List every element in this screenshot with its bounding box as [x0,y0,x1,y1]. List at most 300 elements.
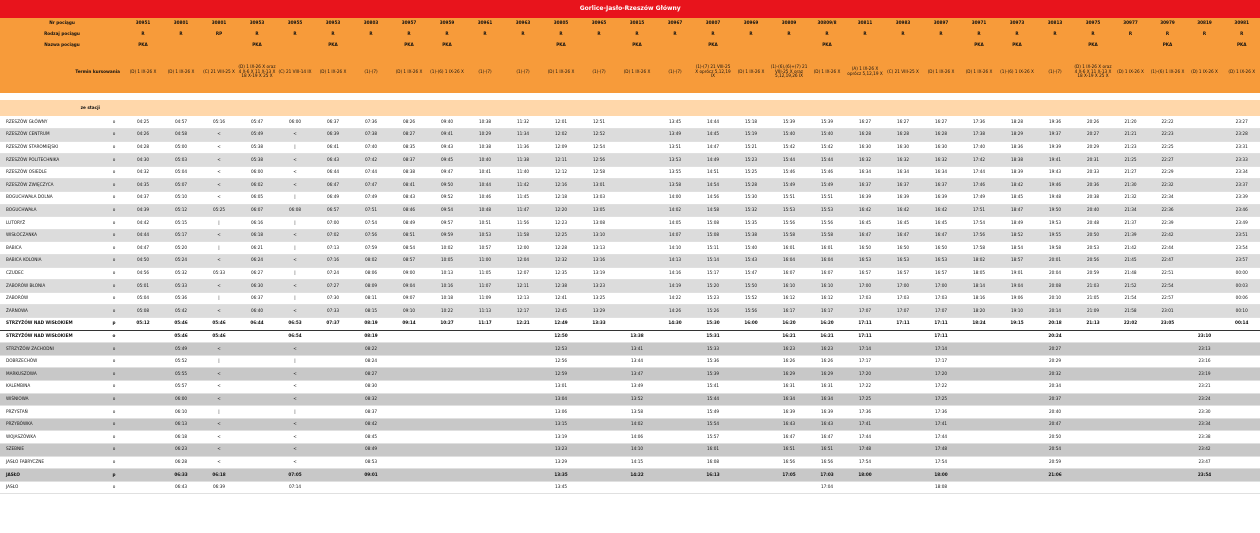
time-cell [1149,406,1186,419]
time-cell: 06:18 [238,229,276,242]
time-cell: 15:56 [808,217,846,230]
time-cell [390,368,428,381]
time-cell: 13:55 [656,166,694,179]
train-nr: 30801 [162,18,200,29]
time-cell: 20:14 [1036,305,1074,318]
time-cell: 06:44 [238,318,276,331]
train-nr: 30975 [1074,18,1112,29]
time-cell [238,443,276,456]
train-nazwa [846,40,884,51]
time-cell: 08:11 [352,292,390,305]
train-nr: 30809 [770,18,808,29]
time-cell: 13:01 [580,179,618,192]
time-cell: 23:30 [1186,406,1223,419]
time-cell: 20:24 [1036,330,1074,343]
time-cell [770,481,808,494]
time-cell: 04:56 [124,267,162,280]
time-cell: 16:47 [884,229,922,242]
time-cell: | [200,242,238,255]
time-cell: 20:50 [1036,431,1074,444]
time-cell: 15:35 [732,217,770,230]
time-cell: 08:30 [352,380,390,393]
time-cell: 18:39 [998,166,1036,179]
time-cell: 06:43 [162,481,200,494]
time-cell: 05:38 [238,154,276,167]
ze-stacji-cell [846,100,884,116]
time-cell: 17:38 [960,129,998,142]
time-cell: < [200,141,238,154]
time-cell: 16:43 [808,418,846,431]
time-cell [884,431,922,444]
time-cell: 22:29 [1149,166,1186,179]
time-cell: 15:57 [694,431,732,444]
time-cell: 19:15 [998,318,1036,331]
time-cell: 07:42 [352,154,390,167]
time-cell: 17:36 [960,116,998,129]
time-cell: 11:34 [504,129,542,142]
time-cell: 05:42 [162,305,200,318]
time-cell [124,406,162,419]
time-cell: 15:23 [732,154,770,167]
time-cell [960,343,998,356]
time-cell: 17:03 [922,292,960,305]
time-cell: 21:25 [1112,154,1149,167]
time-cell: 18:00 [846,469,884,482]
time-cell: 22:47 [1149,255,1186,268]
time-cell: 23:34 [1223,166,1260,179]
header-row-nr [0,18,1260,29]
time-cell [1223,481,1260,494]
time-cell: 15:38 [732,229,770,242]
time-cell: 22:51 [1149,267,1186,280]
time-cell: 12:50 [542,330,580,343]
time-cell: 13:06 [542,406,580,419]
time-cell [314,431,352,444]
time-cell: 08:43 [390,192,428,205]
time-cell [1223,380,1260,393]
time-cell: 15:52 [732,292,770,305]
time-cell: 21:54 [1112,292,1149,305]
time-cell [656,355,694,368]
time-cell: 12:17 [504,305,542,318]
time-cell: 17:07 [884,305,922,318]
time-cell: 22:23 [1149,129,1186,142]
time-cell [732,343,770,356]
time-cell [124,380,162,393]
time-cell: 15:25 [732,166,770,179]
train-rodzaj: R [162,29,200,40]
time-cell [618,280,656,293]
time-cell: 16:10 [770,280,808,293]
time-cell [1149,355,1186,368]
time-cell [428,406,466,419]
time-cell: 17:03 [808,469,846,482]
time-cell: 17:03 [884,292,922,305]
time-cell: 17:46 [960,179,998,192]
train-rodzaj: RP [200,29,238,40]
time-cell: 17:11 [922,318,960,331]
time-cell: 08:54 [390,242,428,255]
time-cell: 07:38 [352,129,390,142]
arrival-departure-type: o [104,393,124,406]
time-cell: 09:10 [390,305,428,318]
train-termin: (D) 1 IX-26 X oraz 4 X-6 X 11 X-13 X 18 X-19 X 25 X [1074,51,1112,93]
time-cell: 06:07 [238,204,276,217]
time-cell: 23:13 [1186,343,1223,356]
time-cell [428,343,466,356]
time-cell: 11:32 [504,116,542,129]
train-nr: 30801 [200,18,238,29]
time-cell: 17:54 [960,217,998,230]
time-cell: 15:23 [694,292,732,305]
time-cell: 16:01 [694,443,732,456]
time-cell [1112,443,1149,456]
time-cell: 10:51 [466,217,504,230]
time-cell: | [200,355,238,368]
train-nazwa: PKA [618,40,656,51]
time-cell [238,418,276,431]
time-cell: < [276,179,314,192]
time-cell: 10:53 [466,229,504,242]
station-row [0,456,1260,469]
time-cell: 13:23 [542,443,580,456]
time-cell: 16:07 [770,267,808,280]
station-name: WISŁOCZANKA [0,229,104,242]
time-cell: 23:42 [1186,443,1223,456]
time-cell: 17:07 [846,305,884,318]
time-cell: 05:20 [162,242,200,255]
time-cell: 07:30 [314,292,352,305]
train-termin: (1)-(7) 21 VIII-25 X oprócz 5,12,19 IX [694,51,732,93]
time-cell [580,343,618,356]
station-row [0,393,1260,406]
time-cell: 19:58 [1036,242,1074,255]
ze-stacji-cell [1112,100,1149,116]
time-cell [1112,469,1149,482]
station-name: WOJASZÓWKA [0,431,104,444]
time-cell [656,368,694,381]
arrival-departure-type: o [104,255,124,268]
arrival-departure-type: o [104,481,124,494]
time-cell: 15:44 [694,393,732,406]
time-cell: 16:47 [808,431,846,444]
train-rodzaj: R [542,29,580,40]
train-rodzaj: R [1186,29,1223,40]
time-cell [960,431,998,444]
time-cell: 11:42 [504,179,542,192]
time-cell: 04:58 [162,129,200,142]
time-cell: 14:22 [618,469,656,482]
time-cell: 14:47 [694,141,732,154]
time-cell [960,481,998,494]
time-cell [884,380,922,393]
time-cell: 04:57 [162,116,200,129]
time-cell: 12:38 [542,280,580,293]
arrival-departure-type: o [104,456,124,469]
time-cell [884,481,922,494]
time-cell [732,368,770,381]
time-cell: 21:58 [1112,305,1149,318]
time-cell: 17:44 [960,166,998,179]
header-label-termin: Termin kursowania [0,51,124,93]
time-cell: 09:50 [428,179,466,192]
time-cell [884,330,922,343]
time-cell: 05:25 [200,204,238,217]
time-cell: < [200,305,238,318]
time-cell: 08:22 [352,343,390,356]
time-cell: 12:16 [542,179,580,192]
time-cell [504,355,542,368]
station-name: RZESZÓW OSIEDLE [0,166,104,179]
time-cell [580,406,618,419]
time-cell: 20:33 [1074,166,1112,179]
time-cell [466,355,504,368]
ze-stacji-cell [200,100,238,116]
train-termin: (C) 21 VIII-25 X [884,51,922,93]
station-name: DOBRZECHÓW [0,355,104,368]
time-cell: < [200,393,238,406]
time-cell [1186,255,1223,268]
time-cell [1074,406,1112,419]
time-cell: 08:45 [352,431,390,444]
time-cell: < [276,368,314,381]
time-cell [998,343,1036,356]
time-cell [1149,418,1186,431]
time-cell: 15:39 [808,116,846,129]
time-cell: 04:30 [124,154,162,167]
time-cell [580,393,618,406]
train-rodzaj: R [314,29,352,40]
train-nazwa [504,40,542,51]
time-cell [618,141,656,154]
time-cell: 06:00 [276,116,314,129]
time-cell: 07:49 [352,192,390,205]
time-cell [580,380,618,393]
train-rodzaj: R [656,29,694,40]
train-rodzaj: R [846,29,884,40]
time-cell [960,456,998,469]
time-cell: 16:26 [808,355,846,368]
time-cell: 15:11 [694,242,732,255]
time-cell: 05:49 [162,343,200,356]
time-cell: 07:37 [314,318,352,331]
time-cell: 20:27 [1036,343,1074,356]
time-cell [960,330,998,343]
station-row [0,204,1260,217]
time-cell [390,456,428,469]
train-termin: (D) 1 IX-26 X [1223,51,1260,93]
time-cell: 18:47 [998,204,1036,217]
time-cell: 16:53 [922,255,960,268]
time-cell: 06:43 [314,154,352,167]
time-cell [124,393,162,406]
station-row [0,229,1260,242]
time-cell: 20:36 [1074,179,1112,192]
station-name: ZABORÓW BŁONIA [0,280,104,293]
train-nazwa [884,40,922,51]
time-cell: 17:22 [846,380,884,393]
time-cell: 06:13 [162,418,200,431]
time-cell: 17:25 [846,393,884,406]
ze-stacji-cell [998,100,1036,116]
time-cell: 20:37 [1036,393,1074,406]
time-cell [618,242,656,255]
train-nazwa [1036,40,1074,51]
time-cell: 23:54 [1186,469,1223,482]
time-cell: 16:47 [770,431,808,444]
time-cell: 23:38 [1186,431,1223,444]
timetable-title: Gorlice-Jasło-Rzeszów Główny [0,0,1260,18]
time-cell [694,481,732,494]
time-cell: 12:32 [542,255,580,268]
time-cell: 21:13 [1074,318,1112,331]
station-row [0,267,1260,280]
time-cell: 10:18 [428,292,466,305]
time-cell: 06:39 [314,129,352,142]
time-cell [1112,368,1149,381]
time-cell: 05:46 [200,330,238,343]
time-cell [428,481,466,494]
ze-stacji-label: ze stacji [0,100,124,116]
time-cell: 09:45 [428,154,466,167]
time-cell [618,116,656,129]
time-cell: < [200,280,238,293]
time-cell: 07:59 [352,242,390,255]
header-label-rodzaj: Rodzaj pociągu [0,29,124,40]
time-cell [238,456,276,469]
time-cell: 21:20 [1112,116,1149,129]
time-cell: 09:52 [428,192,466,205]
time-cell: 08:02 [352,255,390,268]
time-cell: 06:08 [276,204,314,217]
time-cell: 06:39 [200,481,238,494]
time-cell: 13:16 [580,255,618,268]
time-cell: 13:49 [656,129,694,142]
time-cell: 20:34 [1036,380,1074,393]
time-cell [1112,481,1149,494]
time-cell: 17:04 [808,481,846,494]
header-label-nazwa: Nazwa pociągu [0,40,124,51]
time-cell [580,368,618,381]
time-cell: 14:45 [694,129,732,142]
time-cell: 20:59 [1036,456,1074,469]
train-rodzaj: R [960,29,998,40]
time-cell: < [200,368,238,381]
time-cell [656,469,694,482]
arrival-departure-type: o [104,192,124,205]
time-cell: 06:10 [162,406,200,419]
time-cell: 13:19 [542,431,580,444]
time-cell: 19:01 [998,267,1036,280]
time-cell: 16:53 [884,255,922,268]
time-cell: 05:10 [162,192,200,205]
time-cell [124,469,162,482]
time-cell: 04:39 [124,204,162,217]
train-rodzaj: R [504,29,542,40]
time-cell [998,443,1036,456]
train-nazwa: PKA [124,40,162,51]
train-nr: 30951 [124,18,162,29]
time-cell: 17:20 [922,368,960,381]
time-cell: 16:30 [884,141,922,154]
time-cell [580,418,618,431]
station-row [0,217,1260,230]
ze-stacji-cell [732,100,770,116]
time-cell: 08:09 [352,280,390,293]
time-cell: 17:42 [960,154,998,167]
time-cell: | [200,406,238,419]
time-cell: 10:02 [428,242,466,255]
time-cell: 12:56 [542,355,580,368]
time-cell: 17:00 [846,280,884,293]
time-cell: 06:49 [314,192,352,205]
time-cell: 16:57 [884,267,922,280]
train-rodzaj: R [618,29,656,40]
time-cell [124,368,162,381]
train-rodzaj: R [124,29,162,40]
train-nazwa: PKA [1074,40,1112,51]
arrival-departure-type: o [104,179,124,192]
time-cell: 00:14 [1223,318,1260,331]
time-cell [1223,393,1260,406]
time-cell [998,469,1036,482]
time-cell: 10:16 [428,280,466,293]
train-nr: 30819 [1186,18,1223,29]
time-cell: 15:40 [732,242,770,255]
time-cell [238,406,276,419]
time-cell: 08:57 [390,255,428,268]
ze-stacji-cell [1074,100,1112,116]
time-cell: 06:37 [238,292,276,305]
time-cell [618,255,656,268]
time-cell: 17:14 [922,343,960,356]
time-cell [390,469,428,482]
time-cell [998,418,1036,431]
time-cell: 12:51 [580,116,618,129]
time-cell: < [200,192,238,205]
time-cell: 07:05 [276,469,314,482]
train-termin: (D) 1 IX-26 X [162,51,200,93]
station-row [0,443,1260,456]
time-cell [732,443,770,456]
time-cell: 14:19 [656,280,694,293]
time-cell: 17:58 [960,242,998,255]
time-cell: 07:13 [314,242,352,255]
ze-stacji-cell [580,100,618,116]
time-cell: 05:55 [162,368,200,381]
time-cell: 11:00 [466,255,504,268]
train-nazwa [466,40,504,51]
time-cell [1074,343,1112,356]
time-cell [238,330,276,343]
train-nazwa: PKA [542,40,580,51]
time-cell: 06:02 [238,179,276,192]
station-name: BOGUCHWAŁA DOLNA [0,192,104,205]
time-cell: 15:46 [808,166,846,179]
time-cell [1112,418,1149,431]
time-cell: 14:51 [694,166,732,179]
ze-stacji-cell [694,100,732,116]
time-cell: 16:04 [808,255,846,268]
time-cell: 16:42 [922,204,960,217]
time-cell: 12:28 [542,242,580,255]
time-cell [504,380,542,393]
time-cell: 19:50 [1036,204,1074,217]
time-cell: 06:40 [238,305,276,318]
time-cell [960,406,998,419]
time-cell [656,456,694,469]
time-cell: 05:33 [200,267,238,280]
